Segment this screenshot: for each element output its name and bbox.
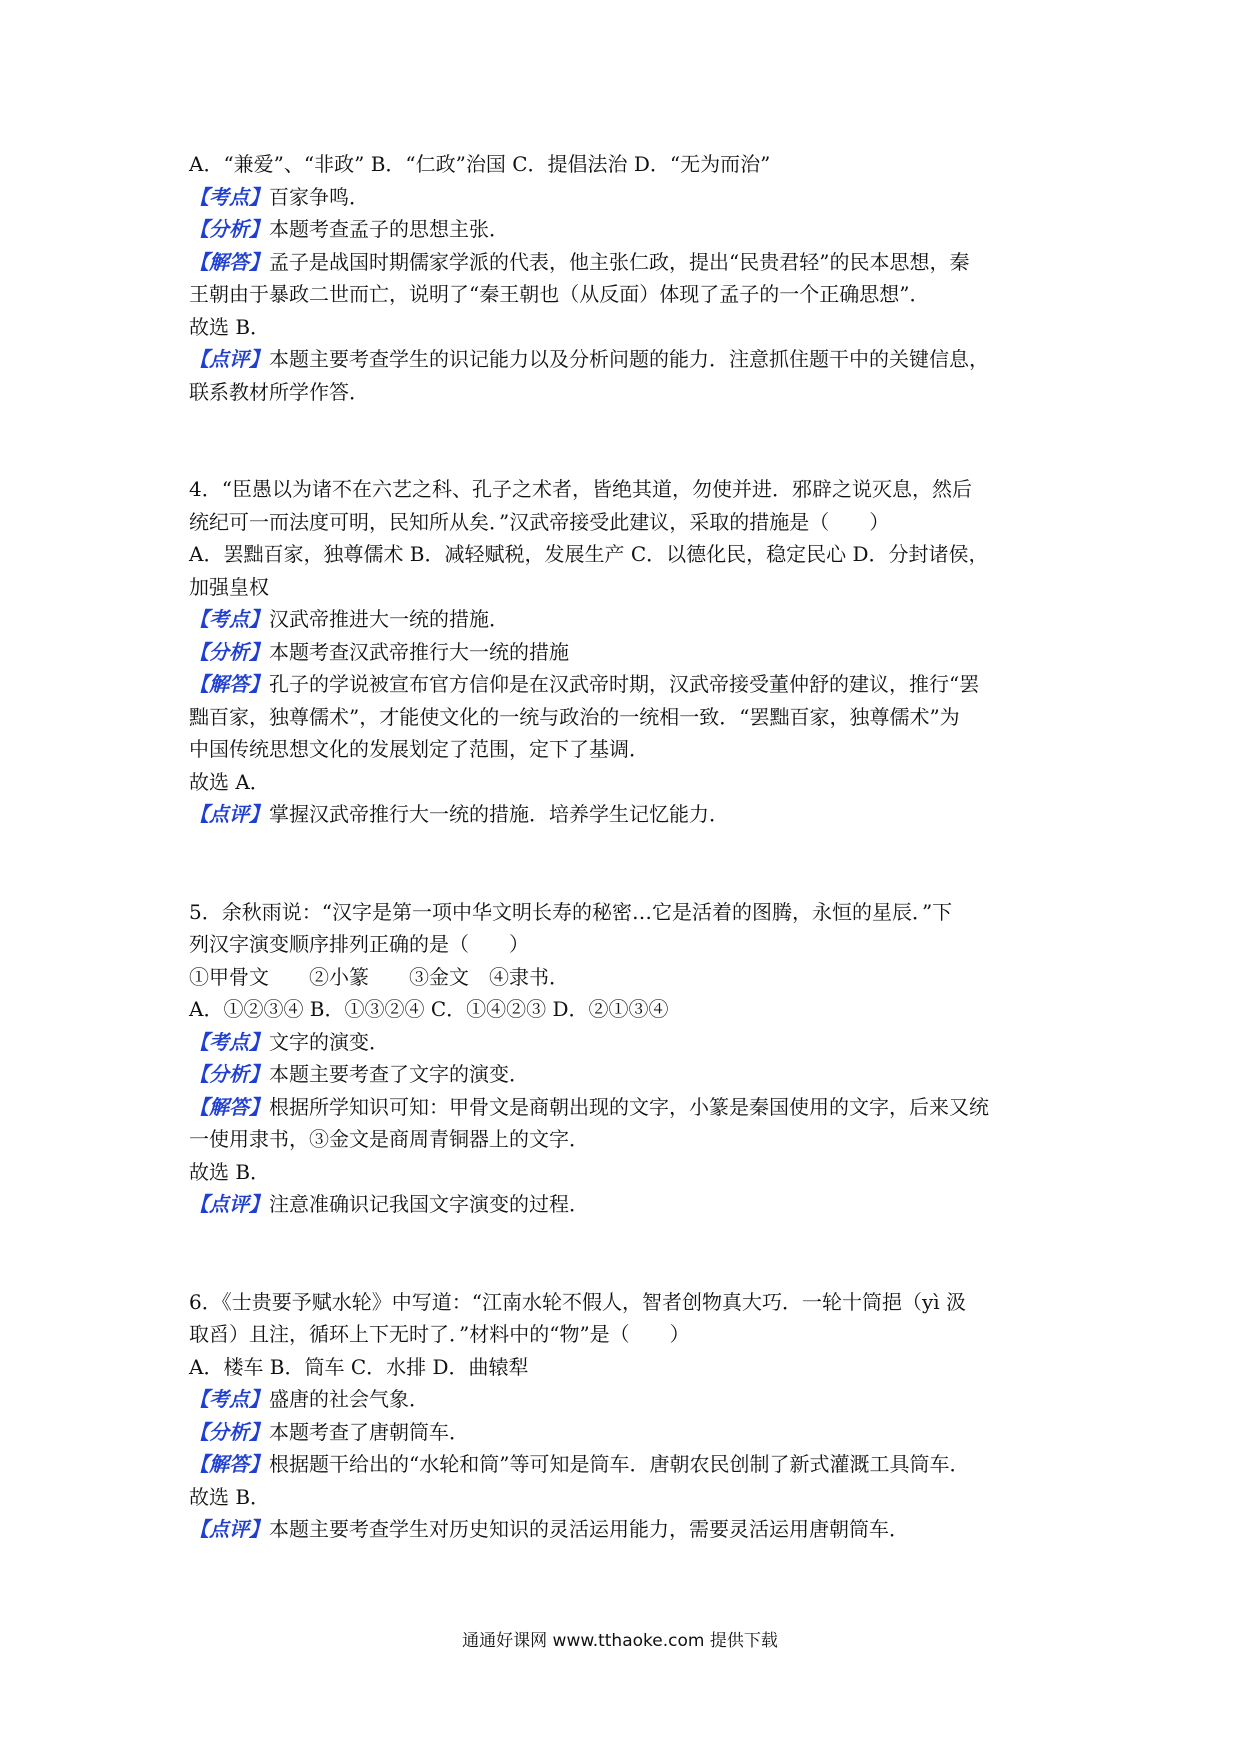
q4-stem-1: 4．“臣愚以为诸不在六艺之科、孔子之术者，皆绝其道，勿使并进．邪辟之说灭息，然后 (189, 477, 972, 501)
q3-jieda-cont: 王朝由于暴政二世而亡，说明了“秦王朝也（从反面）体现了孟子的一个正确思想”． (189, 282, 930, 306)
kaodian-text: 盛唐的社会气象． (269, 1387, 429, 1411)
fenxi-text: 本题考查汉武帝推行大一统的措施 (269, 639, 569, 664)
q5-stem-1: 5．余秋雨说：“汉字是第一项中华文明长寿的秘密…它是活着的图腾，永恒的星辰．”下 (189, 899, 953, 924)
page-footer: 通通好课网 www.tthaoke.com 提供下载 (462, 1631, 778, 1651)
dianping-text: 掌握汉武帝推行大一统的措施．培养学生记忆能力． (269, 802, 729, 826)
kaodian-text: 汉武帝推进大一统的措施． (269, 607, 509, 631)
q5-dianping (189, 1188, 1051, 1221)
dianping-tag: 【点评】 (189, 802, 269, 826)
jieda-tag: 【解答】 (189, 249, 269, 274)
kaodian-tag: 【考点】 (189, 1387, 269, 1411)
spacer (189, 408, 1051, 473)
q4-fenxi (189, 636, 1051, 669)
fenxi-text: 本题考查孟子的思想主张． (269, 217, 509, 241)
document-content (189, 148, 1051, 1546)
jieda-text: 孔子的学说被宣布官方信仰是在汉武帝时期，汉武帝接受董仲舒的建议，推行“罢 (269, 672, 980, 696)
q4-jieda (189, 668, 1051, 701)
q4-answer: 故选 A． (189, 769, 270, 794)
q6-fenxi (189, 1416, 1051, 1449)
q5-jieda (189, 1091, 1051, 1124)
q3-dianping (189, 343, 1051, 376)
fenxi-tag: 【分析】 (189, 1419, 269, 1444)
q5-items: ①甲骨文 ②小篆 ③金文 ④隶书． (189, 964, 569, 989)
dianping-text: 本题主要考查学生对历史知识的灵活运用能力，需要灵活运用唐朝筒车． (269, 1517, 909, 1541)
kaodian-tag: 【考点】 (189, 184, 269, 209)
q3-fenxi (189, 213, 1051, 246)
q4-kaodian (189, 603, 1051, 636)
q4-jieda-cont-2: 中国传统思想文化的发展划定了范围，定下了基调． (189, 737, 649, 761)
q6-dianping (189, 1513, 1051, 1546)
fenxi-tag: 【分析】 (189, 639, 269, 664)
q3-answer: 故选 B． (189, 314, 271, 339)
q4-dianping (189, 798, 1051, 831)
q6-stem-1: 6．《士贵要予赋水轮》中写道：“江南水轮不假人，智者创物真大巧．一轮十筒挹（yì 汲 (189, 1289, 967, 1314)
kaodian-text: 文字的演变． (269, 1029, 389, 1054)
jieda-tag: 【解答】 (189, 1452, 269, 1476)
dianping-tag: 【点评】 (189, 347, 269, 371)
q4-jieda-cont-1: 黜百家，独尊儒术”，才能使文化的一统与政治的一统相一致．“罢黜百家，独尊儒术”为 (189, 704, 960, 729)
q5-stem-2: 列汉字演变顺序排列正确的是（ ） (189, 932, 529, 956)
jieda-tag: 【解答】 (189, 1094, 269, 1119)
jieda-tag: 【解答】 (189, 672, 269, 696)
q5-kaodian (189, 1026, 1051, 1059)
dianping-text: 本题主要考查学生的识记能力以及分析问题的能力．注意抓住题干中的关键信息， (269, 347, 989, 371)
q6-options: A．楼车 B．筒车 C．水排 D．曲辕犁 (189, 1354, 529, 1379)
q3-jieda (189, 246, 1051, 279)
q3-dianping-cont: 联系教材所学作答． (189, 379, 369, 404)
q5-options: A．①②③④ B．①③②④ C．①④②③ D．②①③④ (189, 997, 669, 1021)
q3-options: A．“兼爱”、“非政” B．“仁政”治国 C．提倡法治 D．“无为而治” (189, 152, 771, 176)
q4-options-1: A．罢黜百家，独尊儒术 B．减轻赋税，发展生产 C．以德化民，稳定民心 D．分封诸侯， (189, 542, 989, 566)
q5-answer: 故选 B． (189, 1159, 271, 1184)
dianping-tag: 【点评】 (189, 1517, 269, 1541)
kaodian-tag: 【考点】 (189, 607, 269, 631)
q6-answer: 故选 B． (189, 1484, 271, 1509)
q3-kaodian (189, 181, 1051, 214)
q5-fenxi (189, 1058, 1051, 1091)
spacer (189, 1221, 1051, 1286)
fenxi-text: 本题主要考查了文字的演变． (269, 1062, 529, 1086)
jieda-text: 根据所学知识可知：甲骨文是商朝出现的文字，小篆是秦国使用的文字，后来又统 (269, 1094, 989, 1119)
q6-kaodian (189, 1383, 1051, 1416)
dianping-text: 注意准确识记我国文字演变的过程． (269, 1192, 589, 1216)
spacer (189, 831, 1051, 896)
fenxi-tag: 【分析】 (189, 217, 269, 241)
q6-stem-2: 取舀）且注，循环上下无时了．”材料中的“物”是（ ） (189, 1322, 690, 1346)
q4-options-2: 加强皇权 (189, 574, 269, 599)
q4-stem-2: 统纪可一而法度可明，民知所从矣．”汉武帝接受此建议，采取的措施是（ ） (189, 509, 890, 534)
q6-jieda (189, 1448, 1051, 1481)
kaodian-tag: 【考点】 (189, 1029, 269, 1054)
dianping-tag: 【点评】 (189, 1192, 269, 1216)
q5-jieda-cont: 一使用隶书，③金文是商周青铜器上的文字． (189, 1127, 589, 1151)
jieda-text: 根据题干给出的“水轮和筒”等可知是筒车．唐朝农民创制了新式灌溉工具筒车． (269, 1452, 970, 1476)
jieda-text: 孟子是战国时期儒家学派的代表，他主张仁政，提出“民贵君轻”的民本思想，秦 (269, 249, 970, 274)
kaodian-text: 百家争鸣． (269, 184, 369, 209)
fenxi-text: 本题考查了唐朝筒车． (269, 1419, 469, 1444)
fenxi-tag: 【分析】 (189, 1062, 269, 1086)
